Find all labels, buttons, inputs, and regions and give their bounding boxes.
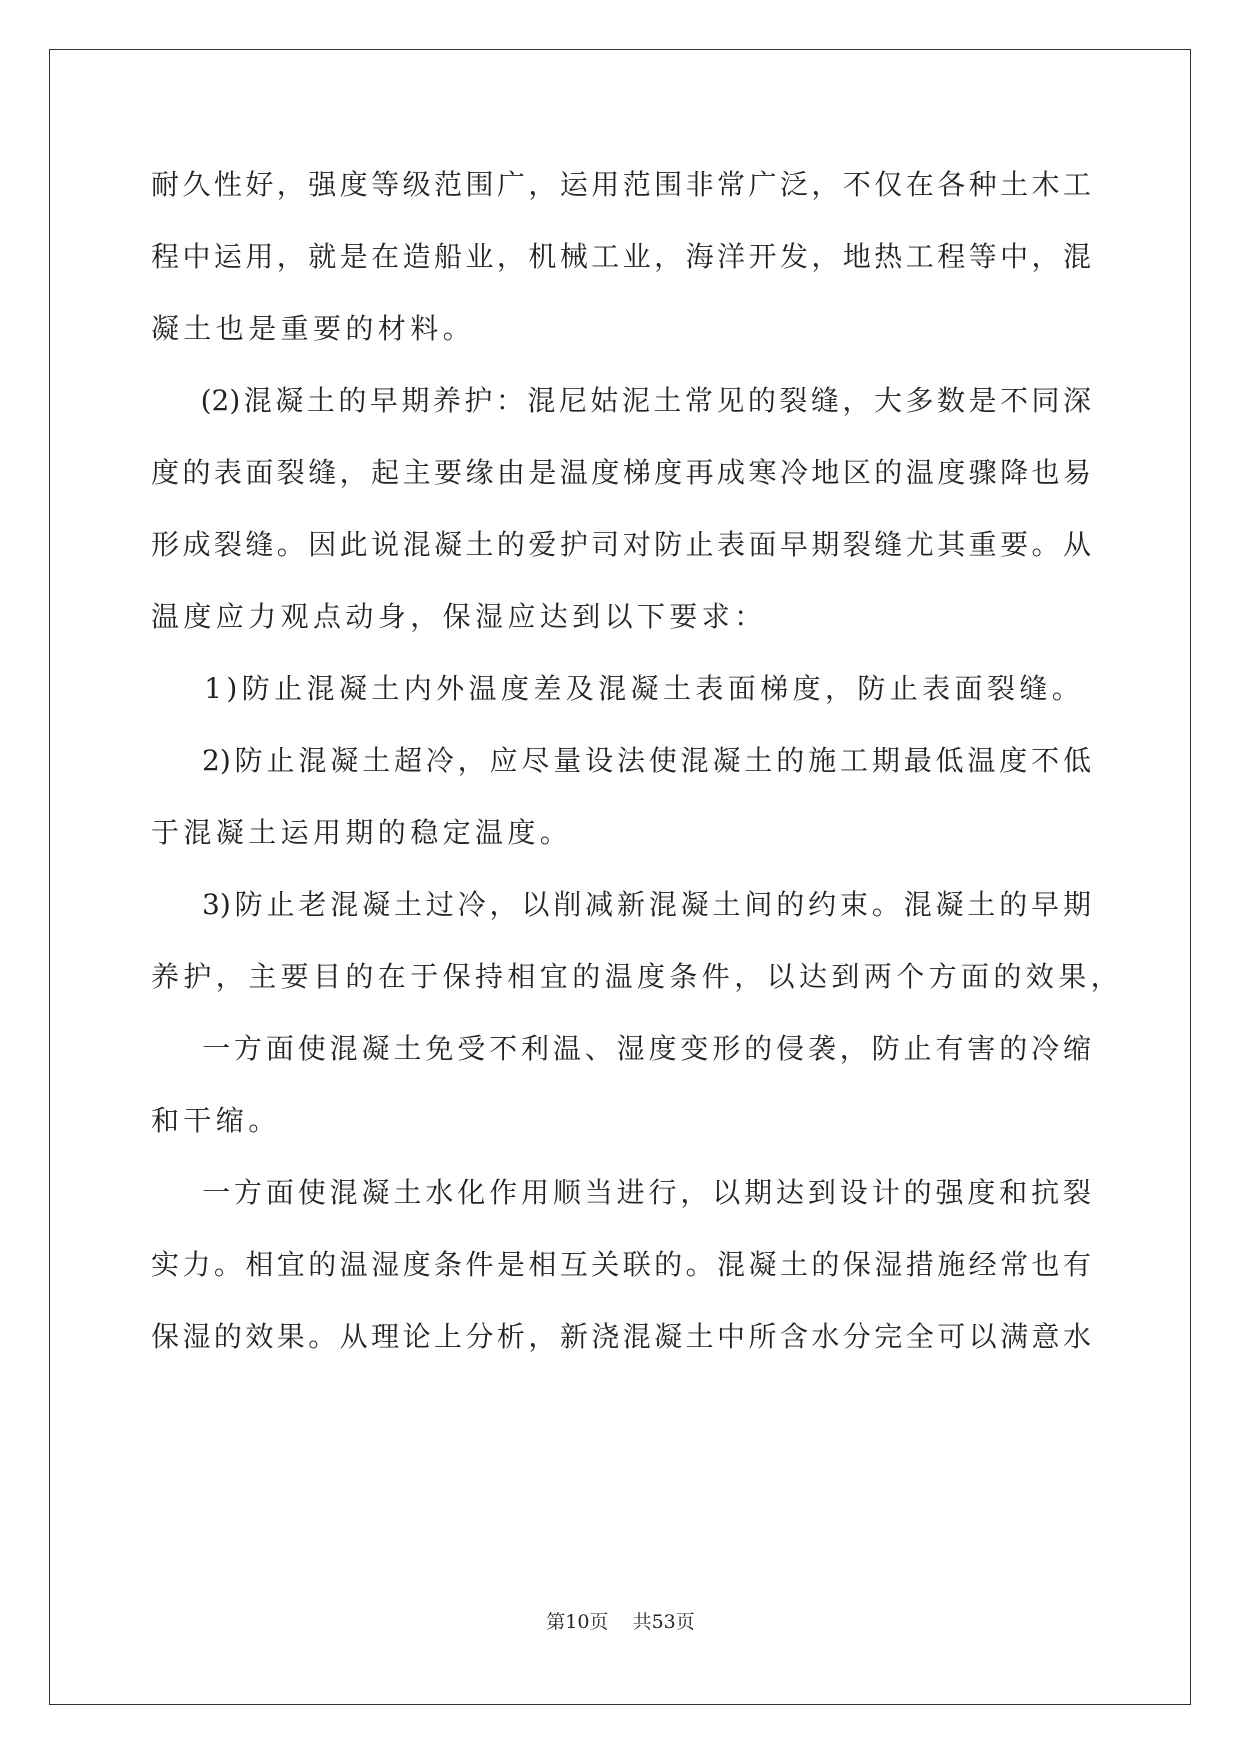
body-text-line: 温度应力观点动身，保湿应达到以下要求： (151, 600, 767, 633)
body-text-line: 于混凝土运用期的稳定温度。 (151, 816, 573, 849)
body-text-line: 程中运用，就是在造船业，机械工业，海洋开发，地热工程等中，混 (151, 240, 1091, 273)
page-border (49, 49, 1191, 1705)
body-text-line: (2)混凝土的早期养护：混尼姑泥土常见的裂缝，大多数是不同深 (151, 384, 1091, 417)
body-text-line: 凝土也是重要的材料。 (151, 312, 476, 345)
body-text-line: 养护，主要目的在于保持相宜的温度条件，以达到两个方面的效果， (151, 960, 1124, 993)
body-text-line: 2)防止混凝土超冷，应尽量设法使混凝土的施工期最低温度不低 (151, 744, 1091, 777)
page-footer: 第10页 共53页 (546, 1611, 695, 1633)
body-text-line: 实力。相宜的温湿度条件是相互关联的。混凝土的保湿措施经常也有 (151, 1248, 1091, 1281)
body-text-line: 和干缩。 (151, 1104, 281, 1137)
body-text-line: 形成裂缝。因此说混凝土的爱护司对防止表面早期裂缝尤其重要。从 (151, 528, 1091, 561)
body-text-line: 保湿的效果。从理论上分析，新浇混凝土中所含水分完全可以满意水 (151, 1320, 1091, 1353)
body-text-line: 一方面使混凝土免受不利温、湿度变形的侵袭，防止有害的冷缩 (151, 1032, 1091, 1065)
body-text-line: 度的表面裂缝，起主要缘由是温度梯度再成寒冷地区的温度骤降也易 (151, 456, 1091, 489)
body-text-line: 3)防止老混凝土过冷，以削减新混凝土间的约束。混凝土的早期 (151, 888, 1091, 921)
body-text-line: 耐久性好，强度等级范围广，运用范围非常广泛，不仅在各种土木工 (151, 168, 1091, 201)
body-text-line: 一方面使混凝土水化作用顺当进行，以期达到设计的强度和抗裂 (151, 1176, 1091, 1209)
body-text-line: 1)防止混凝土内外温度差及混凝土表面梯度，防止表面裂缝。 (151, 672, 1085, 705)
